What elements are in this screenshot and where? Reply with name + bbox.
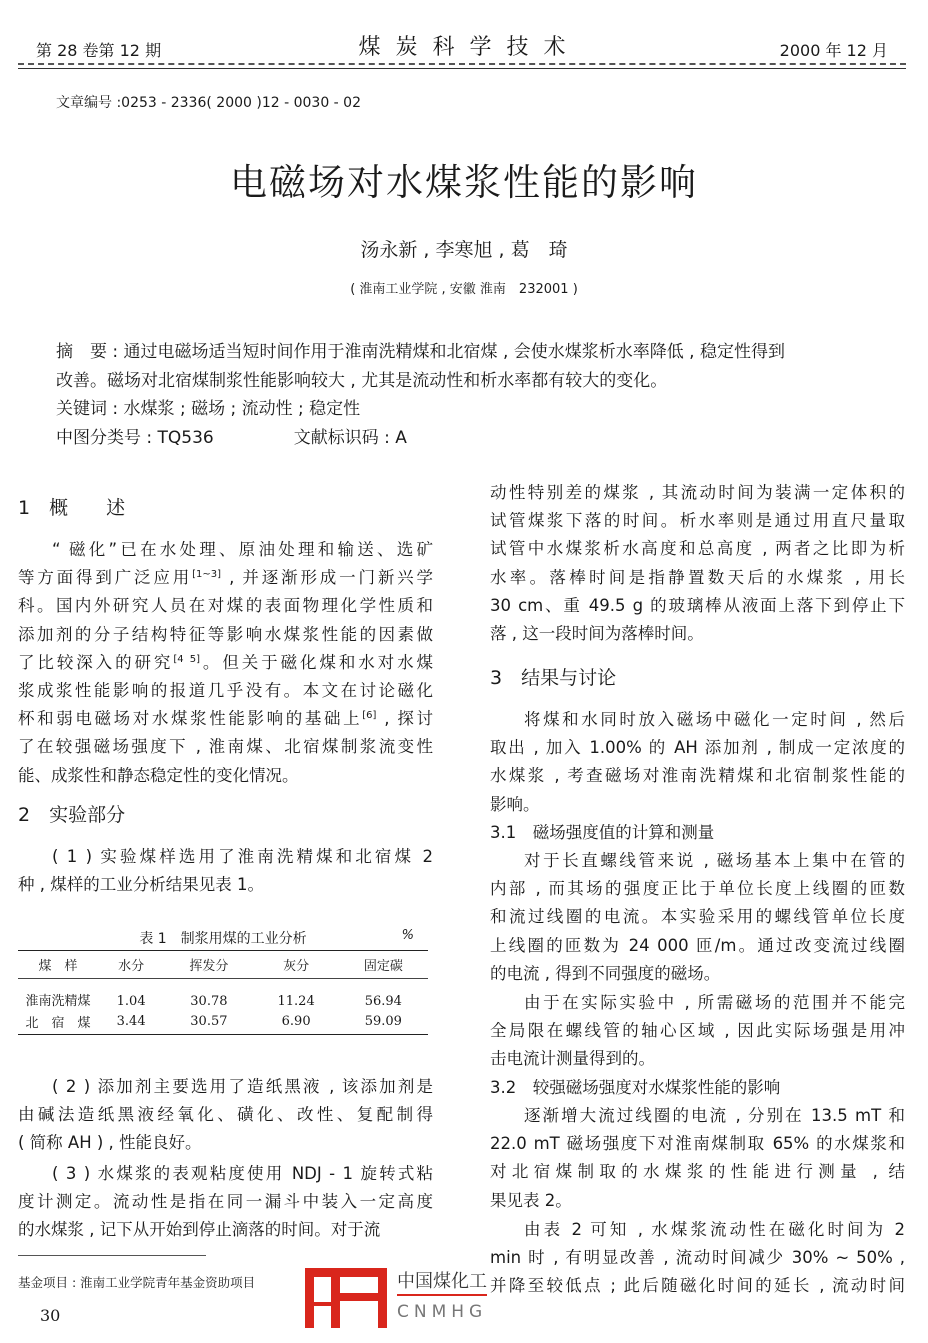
text-line: 逐渐增大流过线圈的电流 , 分别在 13.5 mT 和 bbox=[524, 1106, 905, 1125]
table-1 bbox=[18, 928, 428, 1035]
paragraph bbox=[490, 1102, 905, 1215]
watermark-en: CNMHG bbox=[397, 1302, 488, 1322]
table-row bbox=[18, 979, 428, 1009]
table-cell: 淮南洗精煤 bbox=[25, 993, 91, 1009]
logo-icon bbox=[305, 1268, 395, 1328]
text-line: 水煤浆 , 考查磁场对淮南洗精煤和北宿制浆性能的 bbox=[490, 766, 905, 786]
paragraph bbox=[490, 989, 905, 1074]
footnote: 基金项目 : 淮南工业学院青年基金资助项目 bbox=[18, 1275, 256, 1290]
footnote-rule bbox=[18, 1255, 206, 1256]
paragraph bbox=[18, 843, 433, 899]
text-line: 度计测定。流动性是指在同一漏斗中装入一定高度 bbox=[18, 1192, 433, 1212]
text-line: min 时 , 有明显改善 , 流动时间减少 30% ~ 50% , bbox=[490, 1248, 905, 1268]
text-line: 由碱法造纸黑液经氧化、磺化、改性、复配制得 bbox=[18, 1105, 433, 1125]
section-heading-1: 1 概 述 bbox=[18, 497, 126, 519]
section-heading-3: 3 结果与讨论 bbox=[490, 667, 617, 689]
text-line: 能、成浆性和静态稳定性的变化情况。 bbox=[18, 765, 299, 785]
text-line: 水率。落棒时间是指静置数天后的水煤浆 , 用长 bbox=[490, 567, 905, 587]
authors: 汤永新 , 李寒旭 , 葛 琦 bbox=[360, 239, 568, 261]
paragraph bbox=[490, 847, 905, 988]
text-line: 上线圈的匝数为 24 000 匝/m。通过改变流过线圈 bbox=[490, 935, 905, 955]
paragraph bbox=[490, 706, 905, 819]
column-header: 煤 样 bbox=[38, 959, 78, 974]
paragraph bbox=[490, 1216, 905, 1301]
text-line: 种 , 煤样的工业分析结果见表 1。 bbox=[18, 875, 264, 895]
affiliation: ( 淮南工业学院 , 安徽 淮南 232001 ) bbox=[350, 282, 578, 297]
text-line: 击电流计测量得到的。 bbox=[490, 1049, 655, 1069]
article-number: 文章编号 :0253 - 2336( 2000 )12 - 0030 - 02 bbox=[56, 95, 361, 111]
table-cell: 6.90 bbox=[281, 1013, 311, 1029]
text-line: 动性特别差的煤浆 , 其流动时间为装满一定体积的 bbox=[490, 483, 905, 502]
text-line: 浆成浆性能影响的报道几乎没有。本文在讨论磁化 bbox=[18, 681, 433, 701]
text-line: 的电流 , 得到不同强度的磁场。 bbox=[490, 963, 721, 983]
text-line: 并降至较低点 ; 此后随磁化时间的延长 , 流动时间 bbox=[490, 1276, 905, 1296]
table-row bbox=[18, 1009, 428, 1035]
abstract bbox=[56, 338, 868, 452]
text-line: “ 磁化”已在水处理、原油处理和输送、选矿 bbox=[52, 540, 433, 559]
citation: [4 5] bbox=[173, 653, 200, 665]
journal-name: 煤 炭 科 学 技 术 bbox=[358, 35, 570, 60]
abstract-line: 改善。磁场对北宿煤制浆性能影响较大 , 尤其是流动性和析水率都有较大的变化。 bbox=[56, 370, 668, 391]
text-line: 将煤和水同时放入磁场中磁化一定时间 , 然后 bbox=[524, 710, 905, 729]
text-line: 落 , 这一段时间为落棒时间。 bbox=[490, 624, 704, 644]
subsection-heading-3-1: 3.1 磁场强度值的计算和测量 bbox=[490, 823, 715, 842]
watermark-logo bbox=[305, 1268, 505, 1328]
text-line: 杯和弱电磁场对水煤浆性能影响的基础上[6] , 探讨 bbox=[18, 709, 433, 729]
header-rule bbox=[18, 68, 906, 69]
page-title: 电磁场对水煤浆性能的影响 bbox=[230, 161, 698, 204]
text-line: 由于在实际实验中 , 所需磁场的范围并不能完 bbox=[524, 993, 905, 1012]
document-code: 文献标识码 : A bbox=[293, 427, 407, 448]
text-line: 30 cm、重 49.5 g 的玻璃棒从液面上落下到停止下 bbox=[490, 595, 905, 615]
citation: [6] bbox=[362, 710, 377, 722]
table-cell: 30.57 bbox=[190, 1013, 228, 1029]
table-cell: 56.94 bbox=[364, 993, 402, 1009]
table-cell: 1.04 bbox=[116, 993, 146, 1009]
table-cell: 11.24 bbox=[277, 993, 315, 1009]
column-header: 水分 bbox=[118, 959, 145, 974]
text-line: 试管中水煤浆析水高度和总高度 , 两者之比即为析 bbox=[490, 539, 905, 559]
text-line: 了在较强磁场强度下 , 淮南煤、北宿煤制浆流变性 bbox=[18, 737, 433, 757]
abstract-line: 摘 要 : 通过电磁场适当短时间作用于淮南洗精煤和北宿煤 , 会使水煤浆析水率降低 , 稳定性得到 bbox=[56, 342, 785, 362]
section-heading-2: 2 实验部分 bbox=[18, 804, 126, 826]
table-cell: 北 宿 煤 bbox=[25, 1015, 91, 1031]
text-line: ( 简称 AH ) , 性能良好。 bbox=[18, 1133, 202, 1153]
column-header: 固定碳 bbox=[363, 959, 403, 974]
classification bbox=[56, 424, 868, 453]
text-line: 对北宿煤制取的水煤浆的性能进行测量 , 结 bbox=[490, 1162, 905, 1182]
table-cell: 59.09 bbox=[364, 1013, 402, 1029]
issue-label: 第 28 卷第 12 期 bbox=[36, 41, 162, 60]
text-line: ( 2 ) 添加剂主要选用了造纸黑液 , 该添加剂是 bbox=[52, 1077, 433, 1096]
text-line: 对于长直螺线管来说 , 磁场基本上集中在管的 bbox=[524, 851, 905, 870]
paragraph bbox=[18, 1160, 433, 1245]
text-line: 和流过线圈的电流。本实验采用的螺线管单位长度 bbox=[490, 907, 905, 927]
text-line: 取出 , 加入 1.00% 的 AH 添加剂 , 制成一定浓度的 bbox=[490, 738, 905, 758]
citation: [1~3] bbox=[192, 569, 221, 581]
table-cell: 3.44 bbox=[116, 1013, 146, 1029]
subsection-heading-3-2: 3.2 较强磁场强度对水煤浆性能的影响 bbox=[490, 1078, 781, 1097]
table-unit: % bbox=[401, 928, 414, 943]
clc-number: 中图分类号 : TQ536 bbox=[56, 427, 214, 448]
keywords: 关键词 : 水煤浆 ; 磁场 ; 流动性 ; 稳定性 bbox=[56, 399, 361, 419]
date-label: 2000 年 12 月 bbox=[779, 41, 888, 60]
text-line: 的水煤浆 , 记下从开始到停止滴落的时间。对于流 bbox=[18, 1220, 381, 1240]
text-line: 了比较深入的研究[4 5]。但关于磁化煤和水对水煤 bbox=[18, 652, 434, 672]
text-line: 等方面得到广泛应用[1~3] , 并逐渐形成一门新兴学 bbox=[18, 568, 433, 588]
text-line: 内部 , 而其场的强度正比于单位长度上线圈的匝数 bbox=[490, 879, 905, 899]
watermark-cn: 中国煤化工 bbox=[397, 1270, 487, 1296]
text-line: 全局限在螺线管的轴心区域 , 因此实际场强是用冲 bbox=[490, 1021, 905, 1041]
page-number: 30 bbox=[40, 1306, 61, 1325]
text-line: 影响。 bbox=[490, 794, 540, 814]
paragraph bbox=[18, 536, 433, 790]
table-header-row bbox=[18, 951, 428, 979]
paragraph bbox=[18, 1073, 433, 1158]
text-line: ( 3 ) 水煤浆的表观粘度使用 NDJ - 1 旋转式粘 bbox=[52, 1164, 433, 1183]
table-cell: 30.78 bbox=[190, 993, 228, 1009]
table-caption: 表 1 制浆用煤的工业分析 bbox=[139, 931, 307, 947]
header-rule bbox=[18, 63, 906, 65]
text-line: 科。国内外研究人员在对煤的表面物理化学性质和 bbox=[18, 596, 433, 616]
text-line: 22.0 mT 磁场强度下对淮南煤制取 65% 的水煤浆和 bbox=[490, 1134, 905, 1154]
column-header: 灰分 bbox=[283, 959, 310, 974]
text-line: ( 1 ) 实验煤样选用了淮南洗精煤和北宿煤 2 bbox=[52, 847, 433, 866]
text-line: 果见表 2。 bbox=[490, 1190, 572, 1210]
text-line: 由表 2 可知 , 水煤浆流动性在磁化时间为 2 bbox=[524, 1220, 905, 1239]
paragraph bbox=[490, 479, 905, 648]
text-line: 试管煤浆下落的时间。析水率则是通过用直尺量取 bbox=[490, 511, 905, 531]
text-line: 添加剂的分子结构特征等影响水煤浆性能的因素做 bbox=[18, 624, 433, 644]
column-header: 挥发分 bbox=[189, 959, 229, 974]
